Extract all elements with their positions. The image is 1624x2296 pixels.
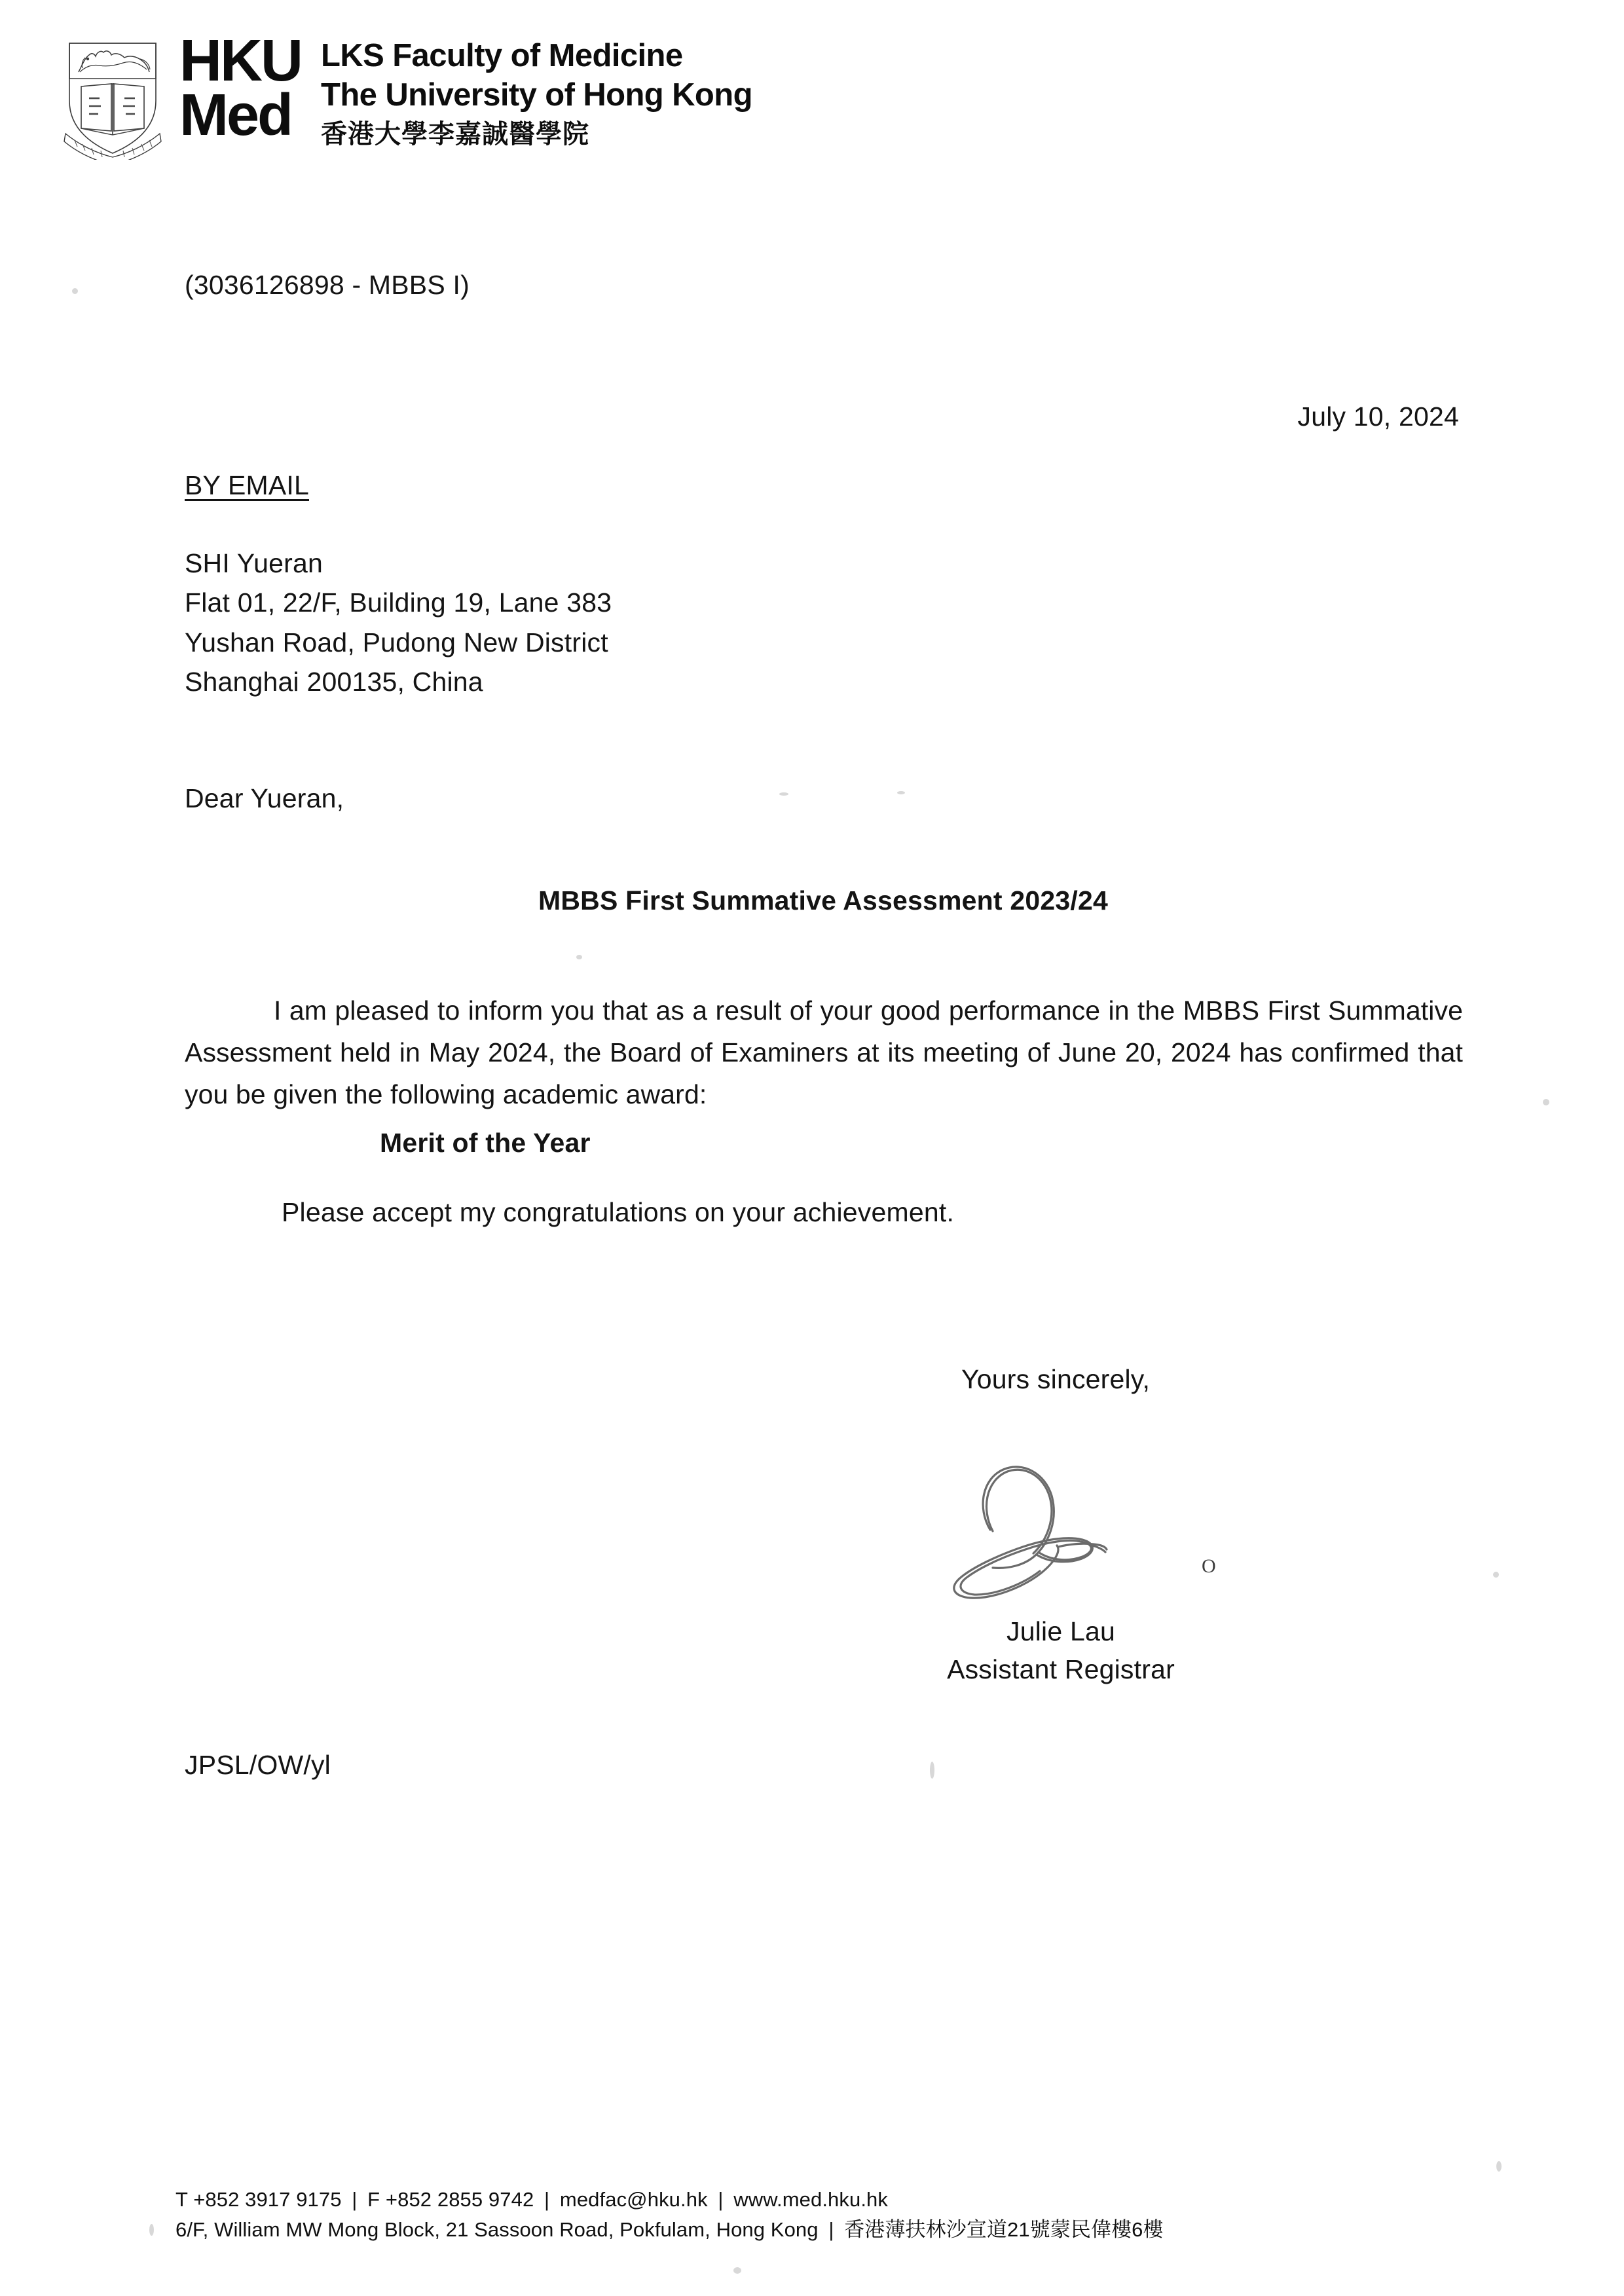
recipient-address-line3: Shanghai 200135, China <box>185 666 483 697</box>
body-paragraph: I am pleased to inform you that as a result of your good performance in the MBBS First Summative Assessment held in May 2024, the Board of Examiners at its meeting of June 20, 2024 has confirmed that you be given the following academic award: <box>185 995 1463 1109</box>
footer-separator-4: | <box>828 2217 834 2241</box>
footer-website[interactable]: www.med.hku.hk <box>733 2188 888 2211</box>
signature-image <box>930 1447 1231 1604</box>
award-name: Merit of the Year <box>380 1128 591 1158</box>
scan-artifact <box>733 2267 741 2274</box>
hkumed-wordmark <box>179 28 301 148</box>
scan-artifact <box>897 791 905 794</box>
delivery-method: BY EMAIL <box>185 470 309 500</box>
closing-line: Yours sincerely, <box>961 1364 1151 1394</box>
footer-address-zh: 香港薄扶林沙宣道21號蒙民偉樓6樓 <box>844 2217 1164 2241</box>
reference-number: (3036126898 - MBBS I) <box>185 270 470 300</box>
signer-block <box>904 1612 1218 1688</box>
signer-title: Assistant Registrar <box>947 1654 1175 1685</box>
footer-separator-1: | <box>352 2188 358 2211</box>
footer-email[interactable]: medfac@hku.hk <box>559 2188 708 2211</box>
signature-stray-mark: O <box>1202 1555 1216 1577</box>
recipient-name: SHI Yueran <box>185 548 323 578</box>
signer-name: Julie Lau <box>1006 1616 1115 1646</box>
footer-separator-2: | <box>544 2188 550 2211</box>
scan-artifact <box>1543 1099 1549 1105</box>
recipient-address <box>185 544 612 701</box>
recipient-address-line2: Yushan Road, Pudong New District <box>185 627 608 657</box>
page-footer <box>175 2185 1164 2245</box>
scan-artifact <box>779 792 788 796</box>
subject-heading: MBBS First Summative Assessment 2023/24 <box>538 885 1108 916</box>
faculty-name-zh: 香港大學李嘉誠醫學院 <box>321 119 589 149</box>
recipient-address-line1: Flat 01, 22/F, Building 19, Lane 383 <box>185 587 612 618</box>
scan-artifact <box>149 2224 154 2236</box>
letter-date: July 10, 2024 <box>1297 401 1459 432</box>
faculty-names <box>321 37 752 151</box>
scan-artifact <box>72 288 78 294</box>
footer-address-en: 6/F, William MW Mong Block, 21 Sassoon Road, Pokfulam, Hong Kong <box>175 2217 819 2241</box>
letterhead <box>63 28 752 160</box>
typist-initials: JPSL/OW/yl <box>185 1750 331 1780</box>
wordmark-hku: HKU <box>179 28 301 94</box>
footer-address-line <box>175 2215 1164 2245</box>
scan-artifact <box>930 1762 934 1779</box>
congratulations-line: Please accept my congratulations on your achievement. <box>282 1197 955 1227</box>
hku-crest-icon <box>63 38 162 160</box>
signature-strokes-icon <box>930 1447 1231 1604</box>
scan-artifact <box>576 955 582 959</box>
wordmark-med: Med <box>179 82 291 148</box>
salutation: Dear Yueran, <box>185 783 344 813</box>
faculty-name-en-line2: The University of Hong Kong <box>321 77 752 113</box>
scan-artifact <box>1496 2161 1502 2172</box>
scan-artifact <box>1493 1572 1499 1578</box>
footer-fax: F +852 2855 9742 <box>367 2188 534 2211</box>
footer-phone: T +852 3917 9175 <box>175 2188 342 2211</box>
faculty-name-en-line1: LKS Faculty of Medicine <box>321 38 683 73</box>
footer-contact-line <box>175 2185 1164 2215</box>
footer-separator-3: | <box>718 2188 724 2211</box>
